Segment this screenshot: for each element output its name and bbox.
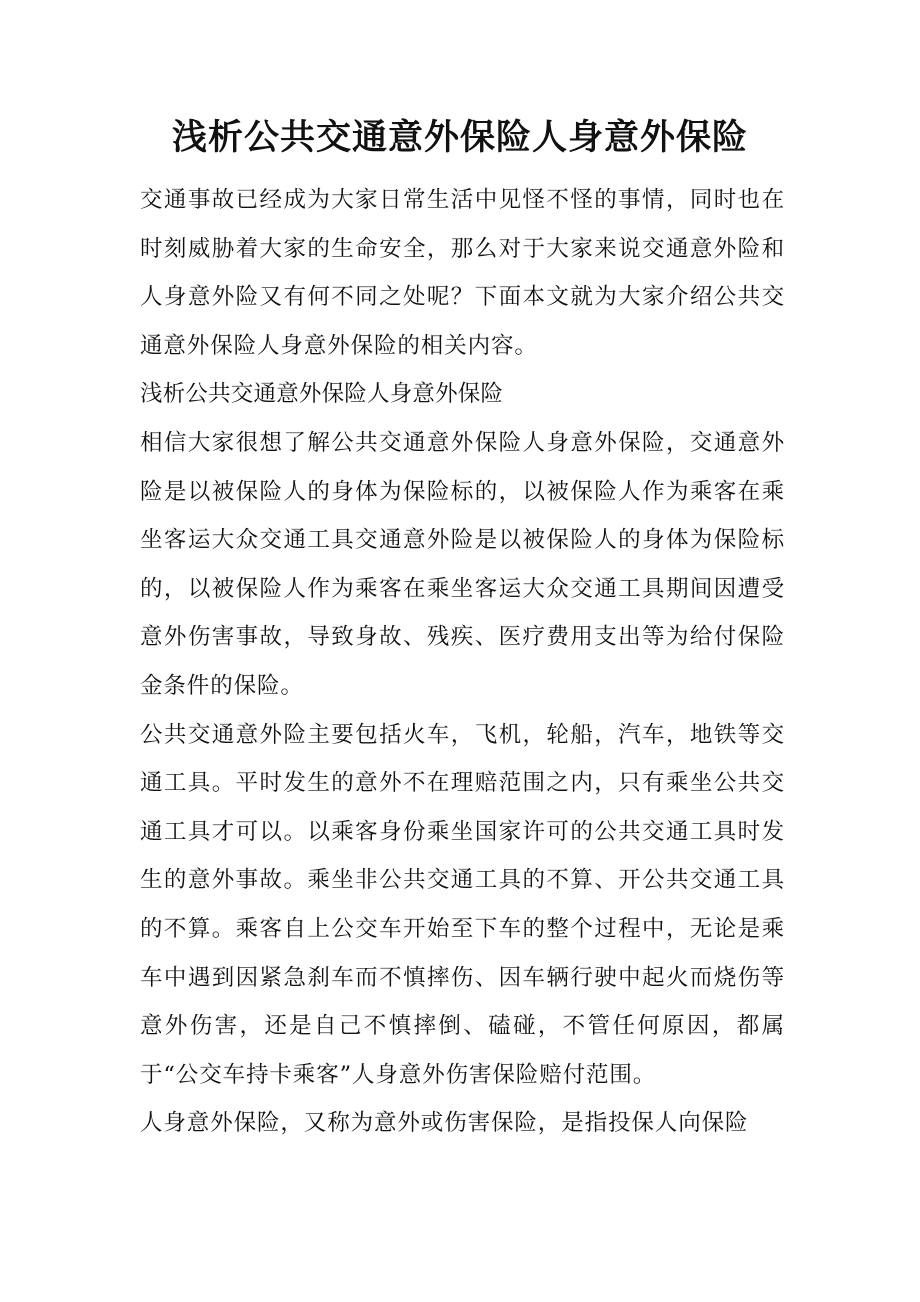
paragraph-personal-accident: 人身意外保险，又称为意外或伤害保险，是指投保人向保险 <box>140 1110 749 1137</box>
paragraph-definition: 相信大家很想了解公共交通意外保险人身意外保险，交通意外险是以被保险人的身体为保险标的，以被保险人作为乘客在乘坐客运大众交通工具交通意外险是以被保险人的身体为保险标的，以被保险人作为乘客在乘坐客运大众交通工具期间因遭受意外伤害事故，导致身故、残疾、医疗费用支出等为给付保险金条件的保险。 <box>140 429 785 699</box>
document-body <box>140 176 785 1148</box>
paragraph-intro: 交通事故已经成为大家日常生活中见怪不怪的事情，同时也在时刻威胁着大家的生命安全，那么对于大家来说交通意外险和人身意外险又有何不同之处呢？下面本文就为大家介绍公共交通意外保险人身意外保险的相关内容。 <box>140 187 785 359</box>
paragraph-subheading: 浅析公共交通意外保险人身意外保险 <box>140 381 504 408</box>
document-title: 浅析公共交通意外保险人身意外保险 <box>171 118 748 158</box>
paragraph-coverage: 公共交通意外险主要包括火车，飞机，轮船，汽车，地铁等交通工具。平时发生的意外不在理赔范围之内，只有乘坐公共交通工具才可以。以乘客身份乘坐国家许可的公共交通工具时发生的意外事故。乘坐非公共交通工具的不算、开公共交通工具的不算。乘客自上公交车开始至下车的整个过程中，无论是乘车中遇到因紧急刹车而不慎摔伤、因车辆行驶中起火而烧伤等意外伤害，还是自己不慎摔倒、磕碰，不管任何原因，都属于“公交车持卡乘客”人身意外伤害保险赔付范围。 <box>140 721 785 1088</box>
